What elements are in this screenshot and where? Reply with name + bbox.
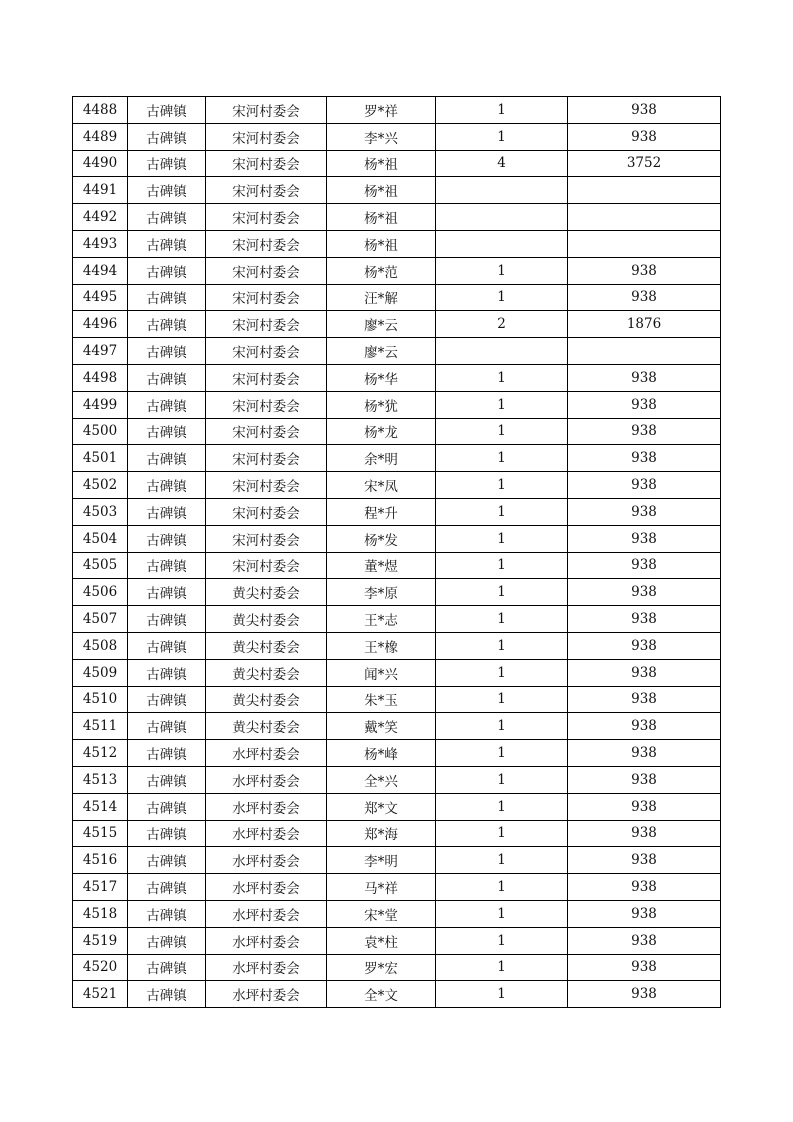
count-cell: 1 (436, 713, 568, 740)
person-name-cell: 宋*堂 (327, 900, 436, 927)
amount-cell: 938 (568, 686, 721, 713)
village-committee-cell: 黄尖村委会 (206, 606, 327, 633)
person-name-cell: 杨*华 (327, 364, 436, 391)
town-cell: 古碑镇 (128, 364, 206, 391)
village-committee-cell: 水坪村委会 (206, 900, 327, 927)
town-cell: 古碑镇 (128, 418, 206, 445)
amount-cell: 938 (568, 981, 721, 1008)
count-cell: 2 (436, 311, 568, 338)
table-row (73, 97, 721, 124)
town-cell: 古碑镇 (128, 632, 206, 659)
village-committee-cell: 宋河村委会 (206, 257, 327, 284)
row-number-cell: 4518 (73, 900, 128, 927)
row-number-cell: 4521 (73, 981, 128, 1008)
count-cell: 1 (436, 284, 568, 311)
person-name-cell: 郑*海 (327, 820, 436, 847)
village-committee-cell: 宋河村委会 (206, 445, 327, 472)
row-number-cell: 4491 (73, 177, 128, 204)
town-cell: 古碑镇 (128, 284, 206, 311)
amount-cell: 938 (568, 391, 721, 418)
count-cell: 1 (436, 257, 568, 284)
row-number-cell: 4514 (73, 793, 128, 820)
row-number-cell: 4509 (73, 659, 128, 686)
village-committee-cell: 宋河村委会 (206, 284, 327, 311)
person-name-cell: 王*志 (327, 606, 436, 633)
row-number-cell: 4513 (73, 766, 128, 793)
town-cell: 古碑镇 (128, 579, 206, 606)
row-number-cell: 4496 (73, 311, 128, 338)
table-row (73, 552, 721, 579)
table-row (73, 740, 721, 767)
person-name-cell: 杨*祖 (327, 230, 436, 257)
person-name-cell: 杨*犹 (327, 391, 436, 418)
village-committee-cell: 水坪村委会 (206, 954, 327, 981)
amount-cell: 938 (568, 954, 721, 981)
amount-cell: 938 (568, 740, 721, 767)
town-cell: 古碑镇 (128, 954, 206, 981)
village-committee-cell: 宋河村委会 (206, 230, 327, 257)
row-number-cell: 4519 (73, 927, 128, 954)
town-cell: 古碑镇 (128, 981, 206, 1008)
row-number-cell: 4494 (73, 257, 128, 284)
table-row (73, 900, 721, 927)
row-number-cell: 4512 (73, 740, 128, 767)
town-cell: 古碑镇 (128, 204, 206, 231)
table-row (73, 311, 721, 338)
row-number-cell: 4515 (73, 820, 128, 847)
row-number-cell: 4506 (73, 579, 128, 606)
count-cell: 1 (436, 123, 568, 150)
town-cell: 古碑镇 (128, 606, 206, 633)
count-cell: 1 (436, 766, 568, 793)
village-committee-cell: 宋河村委会 (206, 391, 327, 418)
village-committee-cell: 宋河村委会 (206, 552, 327, 579)
count-cell: 1 (436, 659, 568, 686)
row-number-cell: 4508 (73, 632, 128, 659)
amount-cell: 938 (568, 874, 721, 901)
village-committee-cell: 水坪村委会 (206, 766, 327, 793)
amount-cell: 938 (568, 713, 721, 740)
village-committee-cell: 黄尖村委会 (206, 659, 327, 686)
village-committee-cell: 宋河村委会 (206, 364, 327, 391)
amount-cell: 938 (568, 472, 721, 499)
amount-cell: 938 (568, 257, 721, 284)
town-cell: 古碑镇 (128, 740, 206, 767)
person-name-cell: 董*煜 (327, 552, 436, 579)
town-cell: 古碑镇 (128, 257, 206, 284)
table-row (73, 418, 721, 445)
row-number-cell: 4498 (73, 364, 128, 391)
table-row (73, 364, 721, 391)
person-name-cell: 全*文 (327, 981, 436, 1008)
row-number-cell: 4490 (73, 150, 128, 177)
table-row (73, 874, 721, 901)
row-number-cell: 4503 (73, 498, 128, 525)
row-number-cell: 4502 (73, 472, 128, 499)
town-cell: 古碑镇 (128, 874, 206, 901)
village-committee-cell: 宋河村委会 (206, 311, 327, 338)
village-committee-cell: 宋河村委会 (206, 418, 327, 445)
table-row (73, 445, 721, 472)
town-cell: 古碑镇 (128, 472, 206, 499)
table-row (73, 177, 721, 204)
person-name-cell: 闻*兴 (327, 659, 436, 686)
amount-cell: 1876 (568, 311, 721, 338)
person-name-cell: 杨*祖 (327, 177, 436, 204)
village-committee-cell: 黄尖村委会 (206, 686, 327, 713)
row-number-cell: 4489 (73, 123, 128, 150)
town-cell: 古碑镇 (128, 686, 206, 713)
count-cell: 1 (436, 820, 568, 847)
amount-cell (568, 338, 721, 365)
town-cell: 古碑镇 (128, 525, 206, 552)
row-number-cell: 4510 (73, 686, 128, 713)
town-cell: 古碑镇 (128, 498, 206, 525)
table-row (73, 766, 721, 793)
town-cell: 古碑镇 (128, 927, 206, 954)
town-cell: 古碑镇 (128, 900, 206, 927)
amount-cell: 938 (568, 97, 721, 124)
person-name-cell: 杨*祖 (327, 204, 436, 231)
village-committee-cell: 宋河村委会 (206, 525, 327, 552)
count-cell: 1 (436, 954, 568, 981)
person-name-cell: 廖*云 (327, 311, 436, 338)
amount-cell: 938 (568, 793, 721, 820)
roster-table (72, 96, 721, 1008)
town-cell: 古碑镇 (128, 552, 206, 579)
amount-cell (568, 177, 721, 204)
table-row (73, 123, 721, 150)
person-name-cell: 杨*发 (327, 525, 436, 552)
table-row (73, 498, 721, 525)
amount-cell: 938 (568, 820, 721, 847)
person-name-cell: 李*明 (327, 847, 436, 874)
person-name-cell: 袁*柱 (327, 927, 436, 954)
person-name-cell: 杨*范 (327, 257, 436, 284)
row-number-cell: 4511 (73, 713, 128, 740)
town-cell: 古碑镇 (128, 123, 206, 150)
count-cell: 1 (436, 927, 568, 954)
amount-cell: 938 (568, 847, 721, 874)
count-cell: 1 (436, 686, 568, 713)
table-row (73, 284, 721, 311)
amount-cell: 3752 (568, 150, 721, 177)
count-cell: 1 (436, 793, 568, 820)
village-committee-cell: 水坪村委会 (206, 927, 327, 954)
person-name-cell: 汪*解 (327, 284, 436, 311)
village-committee-cell: 宋河村委会 (206, 498, 327, 525)
town-cell: 古碑镇 (128, 847, 206, 874)
count-cell: 1 (436, 632, 568, 659)
count-cell (436, 204, 568, 231)
table-row (73, 150, 721, 177)
count-cell: 1 (436, 445, 568, 472)
count-cell: 1 (436, 579, 568, 606)
row-number-cell: 4520 (73, 954, 128, 981)
amount-cell: 938 (568, 498, 721, 525)
table-row (73, 659, 721, 686)
count-cell: 1 (436, 847, 568, 874)
village-committee-cell: 水坪村委会 (206, 820, 327, 847)
village-committee-cell: 宋河村委会 (206, 338, 327, 365)
town-cell: 古碑镇 (128, 311, 206, 338)
amount-cell (568, 230, 721, 257)
row-number-cell: 4501 (73, 445, 128, 472)
row-number-cell: 4493 (73, 230, 128, 257)
village-committee-cell: 水坪村委会 (206, 981, 327, 1008)
village-committee-cell: 黄尖村委会 (206, 713, 327, 740)
row-number-cell: 4505 (73, 552, 128, 579)
amount-cell: 938 (568, 525, 721, 552)
amount-cell: 938 (568, 284, 721, 311)
person-name-cell: 马*祥 (327, 874, 436, 901)
table-row (73, 820, 721, 847)
village-committee-cell: 黄尖村委会 (206, 579, 327, 606)
row-number-cell: 4492 (73, 204, 128, 231)
village-committee-cell: 水坪村委会 (206, 847, 327, 874)
person-name-cell: 李*兴 (327, 123, 436, 150)
count-cell: 1 (436, 97, 568, 124)
count-cell (436, 230, 568, 257)
person-name-cell: 程*升 (327, 498, 436, 525)
village-committee-cell: 宋河村委会 (206, 472, 327, 499)
person-name-cell: 戴*笑 (327, 713, 436, 740)
person-name-cell: 全*兴 (327, 766, 436, 793)
person-name-cell: 李*原 (327, 579, 436, 606)
table-row (73, 606, 721, 633)
amount-cell: 938 (568, 632, 721, 659)
village-committee-cell: 水坪村委会 (206, 793, 327, 820)
village-committee-cell: 宋河村委会 (206, 97, 327, 124)
amount-cell: 938 (568, 659, 721, 686)
count-cell: 1 (436, 900, 568, 927)
count-cell: 1 (436, 606, 568, 633)
row-number-cell: 4500 (73, 418, 128, 445)
roster-table-body (73, 97, 721, 1008)
table-row (73, 686, 721, 713)
table-row (73, 391, 721, 418)
row-number-cell: 4495 (73, 284, 128, 311)
count-cell: 1 (436, 552, 568, 579)
town-cell: 古碑镇 (128, 766, 206, 793)
row-number-cell: 4497 (73, 338, 128, 365)
village-committee-cell: 水坪村委会 (206, 874, 327, 901)
person-name-cell: 余*明 (327, 445, 436, 472)
village-committee-cell: 黄尖村委会 (206, 632, 327, 659)
town-cell: 古碑镇 (128, 820, 206, 847)
table-row (73, 338, 721, 365)
village-committee-cell: 水坪村委会 (206, 740, 327, 767)
count-cell: 4 (436, 150, 568, 177)
amount-cell: 938 (568, 123, 721, 150)
village-committee-cell: 宋河村委会 (206, 204, 327, 231)
row-number-cell: 4516 (73, 847, 128, 874)
person-name-cell: 郑*文 (327, 793, 436, 820)
town-cell: 古碑镇 (128, 97, 206, 124)
amount-cell: 938 (568, 579, 721, 606)
table-row (73, 204, 721, 231)
amount-cell (568, 204, 721, 231)
amount-cell: 938 (568, 606, 721, 633)
table-row (73, 472, 721, 499)
person-name-cell: 宋*凤 (327, 472, 436, 499)
table-row (73, 525, 721, 552)
count-cell: 1 (436, 418, 568, 445)
town-cell: 古碑镇 (128, 445, 206, 472)
count-cell: 1 (436, 525, 568, 552)
amount-cell: 938 (568, 364, 721, 391)
town-cell: 古碑镇 (128, 230, 206, 257)
table-row (73, 927, 721, 954)
count-cell: 1 (436, 498, 568, 525)
town-cell: 古碑镇 (128, 391, 206, 418)
person-name-cell: 朱*玉 (327, 686, 436, 713)
amount-cell: 938 (568, 418, 721, 445)
town-cell: 古碑镇 (128, 793, 206, 820)
table-row (73, 847, 721, 874)
count-cell: 1 (436, 364, 568, 391)
table-row (73, 579, 721, 606)
amount-cell: 938 (568, 927, 721, 954)
count-cell: 1 (436, 874, 568, 901)
table-row (73, 713, 721, 740)
row-number-cell: 4488 (73, 97, 128, 124)
town-cell: 古碑镇 (128, 150, 206, 177)
row-number-cell: 4517 (73, 874, 128, 901)
person-name-cell: 王*橡 (327, 632, 436, 659)
village-committee-cell: 宋河村委会 (206, 123, 327, 150)
amount-cell: 938 (568, 552, 721, 579)
amount-cell: 938 (568, 900, 721, 927)
town-cell: 古碑镇 (128, 177, 206, 204)
person-name-cell: 杨*峰 (327, 740, 436, 767)
row-number-cell: 4504 (73, 525, 128, 552)
table-row (73, 981, 721, 1008)
row-number-cell: 4507 (73, 606, 128, 633)
count-cell: 1 (436, 472, 568, 499)
table-row (73, 230, 721, 257)
person-name-cell: 廖*云 (327, 338, 436, 365)
person-name-cell: 罗*祥 (327, 97, 436, 124)
table-row (73, 632, 721, 659)
person-name-cell: 杨*龙 (327, 418, 436, 445)
village-committee-cell: 宋河村委会 (206, 150, 327, 177)
town-cell: 古碑镇 (128, 659, 206, 686)
amount-cell: 938 (568, 445, 721, 472)
person-name-cell: 罗*宏 (327, 954, 436, 981)
count-cell (436, 338, 568, 365)
town-cell: 古碑镇 (128, 338, 206, 365)
amount-cell: 938 (568, 766, 721, 793)
row-number-cell: 4499 (73, 391, 128, 418)
table-row (73, 793, 721, 820)
count-cell: 1 (436, 981, 568, 1008)
table-row (73, 257, 721, 284)
count-cell (436, 177, 568, 204)
table-row (73, 954, 721, 981)
village-committee-cell: 宋河村委会 (206, 177, 327, 204)
person-name-cell: 杨*祖 (327, 150, 436, 177)
count-cell: 1 (436, 391, 568, 418)
count-cell: 1 (436, 740, 568, 767)
town-cell: 古碑镇 (128, 713, 206, 740)
